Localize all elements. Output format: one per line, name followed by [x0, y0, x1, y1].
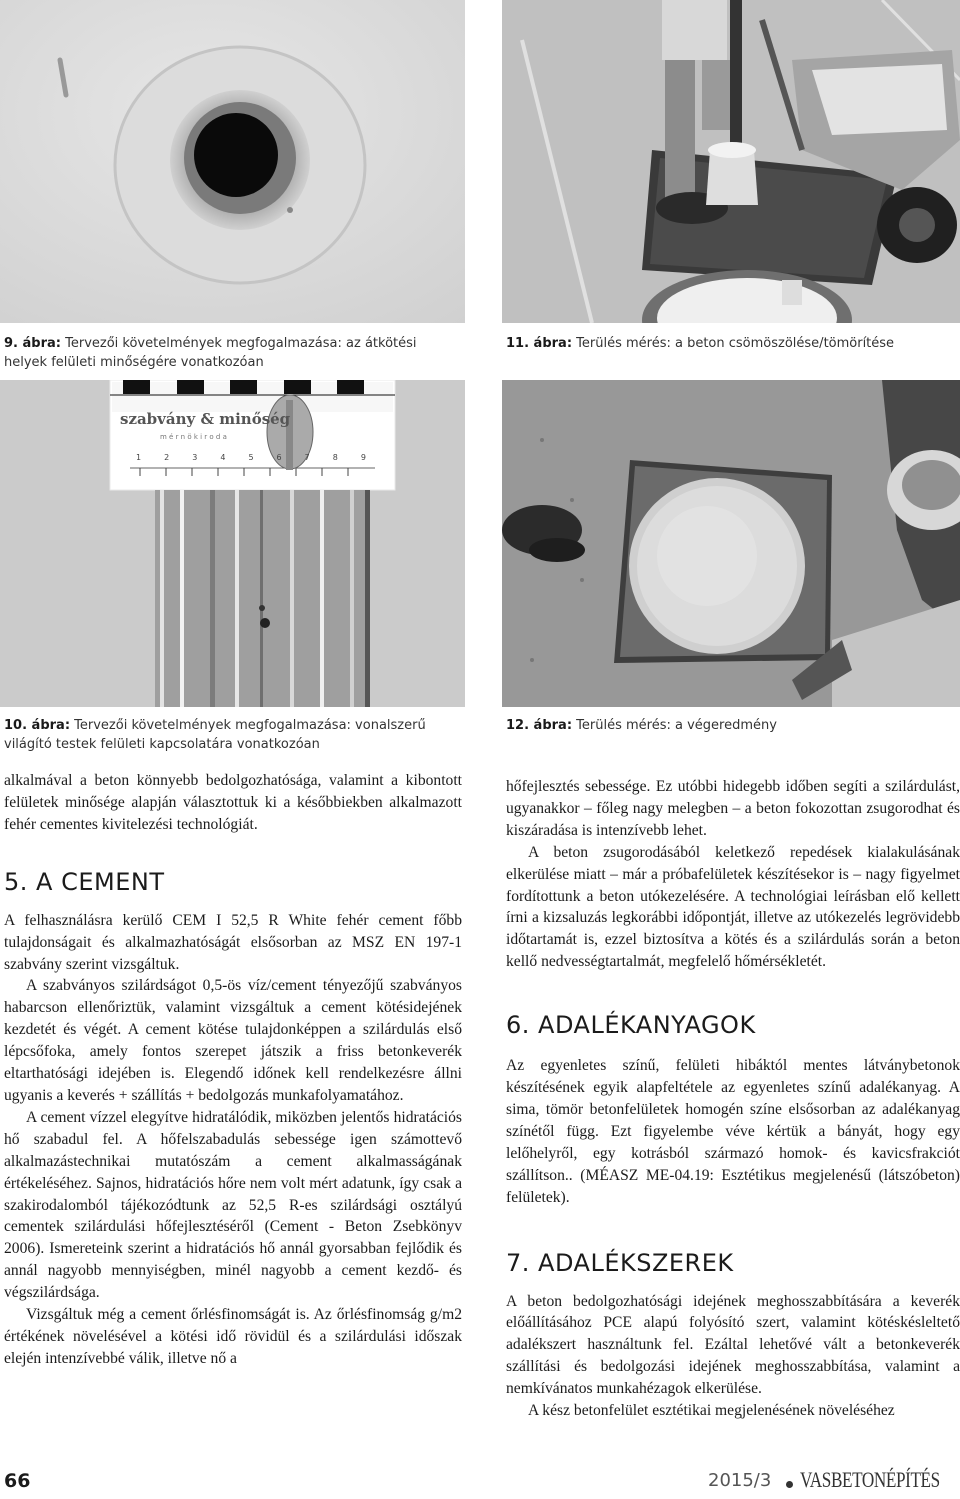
left-column	[4, 770, 462, 1370]
ruler-number: 1	[136, 453, 142, 462]
section-6-title: ADALÉKANYAGOK	[538, 1011, 756, 1040]
figure-11-photo	[502, 0, 960, 323]
section-7-heading	[506, 1249, 960, 1277]
issue-number: 2015/3	[708, 1470, 772, 1491]
ruler-number: 8	[332, 453, 338, 462]
figure-9-text: Tervezői követelmények megfogalmazása: az átkötési helyek felületi minőségére vonatkozóan	[4, 336, 417, 370]
figure-12-label: 12. ábra:	[506, 718, 573, 733]
left-paragraph: A cement vízzel elegyítve hidratálódik, miközben jelentős hidratációs hő szabadul fel. A hőfelszabadulás sebessége igen számottevő alkalmazástechnikai mutatószám a cement alkalmasságának értékeléséhez. Sajnos, hidratációs hőre nem volt mért adatunk, így csak a szakirodalomból tájékozódtunk az 52,5 R-es szilárdsági osztályú cementek szilárdulási hőfejlesztéséről (Cement - Beton Zsebkönyv 2006). Ismereteink szerint a hidratációs hő annál gyorsabban fejlődik és annál nagyobb mennyiségben, minél nagyobb a cement kezdő- és végszilárdsága.	[4, 1108, 462, 1302]
figure-12-text: Terülés mérés: a végeredmény	[576, 718, 777, 733]
ruler-number: 5	[248, 453, 254, 462]
section-5-title: A CEMENT	[36, 867, 165, 896]
fig10-brand-sub: m é r n ö k i r o d a	[160, 433, 227, 441]
section-6-number: 6.	[506, 1011, 530, 1040]
figure-12-photo	[502, 380, 960, 707]
page-number: 66	[4, 1470, 31, 1492]
left-paragraph: Vizsgáltuk még a cement őrlésfinomságát is. Az őrlésfinomság g/m2 értékének növelésével a kötési idő rövidül és a szilárdulási időszak elején intenzívebbé válik, illetve nő a	[4, 1306, 462, 1367]
fig10-ruler-numbers	[136, 453, 366, 462]
figure-10-label: 10. ábra:	[4, 718, 71, 733]
ruler-number: 6	[276, 453, 282, 462]
right-paragraph: Az egyenletes színű, felületi hibáktól mentes látványbetonok készítésének egyik alapfeltétele az egyenletes színű adalékanyag. A sima, tömör betonfelületek homogén színe elsősorban az adalékanyag színétől függ. Ezt figyelembe véve kértük a bányát, hogy egy lelőhelyről, egy kotrásból származó homok- és kavicsfrakciót szállítson.. (MÉASZ ME-04.19: Esztétikus megjelenésű (látszóbeton) felületek).	[506, 1057, 960, 1206]
section-7-title: ADALÉKSZEREK	[538, 1248, 734, 1277]
journal-brand: VASBETONÉPÍTÉS	[800, 1467, 940, 1492]
figure-10-caption	[4, 716, 462, 754]
right-paragraph: A kész betonfelület esztétikai megjelenésének növeléséhez	[528, 1402, 895, 1420]
section-6-heading	[506, 1011, 960, 1039]
right-paragraph: hőfejlesztés sebessége. Ez utóbbi hidegebb időben segíti a szilárdulást, ugyanakkor – főleg nagy melegben – a beton fokozottan zsugorodhat és kiszáradása is intenzívebb lehet.	[506, 778, 960, 839]
figure-9-caption	[4, 334, 462, 372]
ruler-number: 3	[192, 453, 198, 462]
section-7-number: 7.	[506, 1248, 530, 1277]
figure-10-photo	[0, 380, 465, 707]
section-5-number: 5.	[4, 867, 28, 896]
ruler-number: 7	[304, 453, 310, 462]
figure-12-caption	[506, 716, 960, 735]
left-paragraph: A szabványos szilárdságot 0,5-ös víz/cement tényezőjű szabványos habarcson ellenőriztük, valamint vizsgáltuk a cement kötésidejének kezdetét és végét. A cement kötése tulajdonképpen a szilárdulás első lépcsőfoka, amely fontos szerepet játszik a friss betonkeverék eltarthatósági idejében is. Elegendő időnek kell rendelkezésre állni ugyanis a keverés + szállítás + bedolgozás munkafolyamatához.	[4, 977, 462, 1104]
figure-11-caption	[506, 334, 960, 353]
figure-9-label: 9. ábra:	[4, 336, 61, 351]
fig10-brand-text: szabvány & minőség	[120, 410, 291, 428]
figure-11-label: 11. ábra:	[506, 336, 573, 351]
left-paragraph: alkalmával a beton könnyebb bedolgozhatósága, valamint a kibontott felületek minősége alapján választottuk ki a későbbiekben alkalmazott fehér cementes kivitelezési technológiát.	[4, 772, 462, 833]
right-paragraph: A beton bedolgozhatósági idejének meghosszabbítására a keverék előállításához PCE alapú folyósító szert, valamint kötéskésleltető adalékszert használtunk fel. Ezáltal lehetővé vált a betonkeverék szállítási és bedolgozási idejének meghosszabbítása, valamint a nemkívánatos munkahézagok elkerülése.	[506, 1292, 960, 1398]
figure-11-text: Terülés mérés: a beton csömöszölése/tömörítése	[576, 336, 895, 351]
ruler-number: 9	[360, 453, 366, 462]
figure-10-text: Tervezői követelmények megfogalmazása: vonalszerű világító testek felületi kapcsolatára vonatkozóan	[4, 718, 426, 752]
ruler-number: 2	[164, 453, 170, 462]
section-5-heading	[4, 868, 462, 896]
right-paragraph: A beton zsugorodásából keletkező repedések kialakulásának elkerülése miatt – már a próbafelületek készítésekor is – nagy figyelmet fordítottunk a beton utókezelésére. A technológiai leírásban elő kellett írni a kizsaluzás legkorábbi időpontját, illetve az utókezelés legrövidebb időtartamát is, ezzel biztosítva a kötés és a szilárdulás során a beton kellő nedvességtartalmát, megfelelő hőmérsékletét.	[506, 843, 960, 971]
figure-9-photo	[0, 0, 465, 323]
right-column	[506, 776, 960, 1422]
ruler-number: 4	[220, 453, 226, 462]
left-paragraph: A felhasználásra kerülő CEM I 52,5 R White fehér cement főbb tulajdonságait és alkalmazhatóságát elsősorban az MSZ EN 197-1 szabvány szerint vizsgáltuk.	[4, 911, 462, 973]
footer-separator-dot	[786, 1481, 793, 1488]
